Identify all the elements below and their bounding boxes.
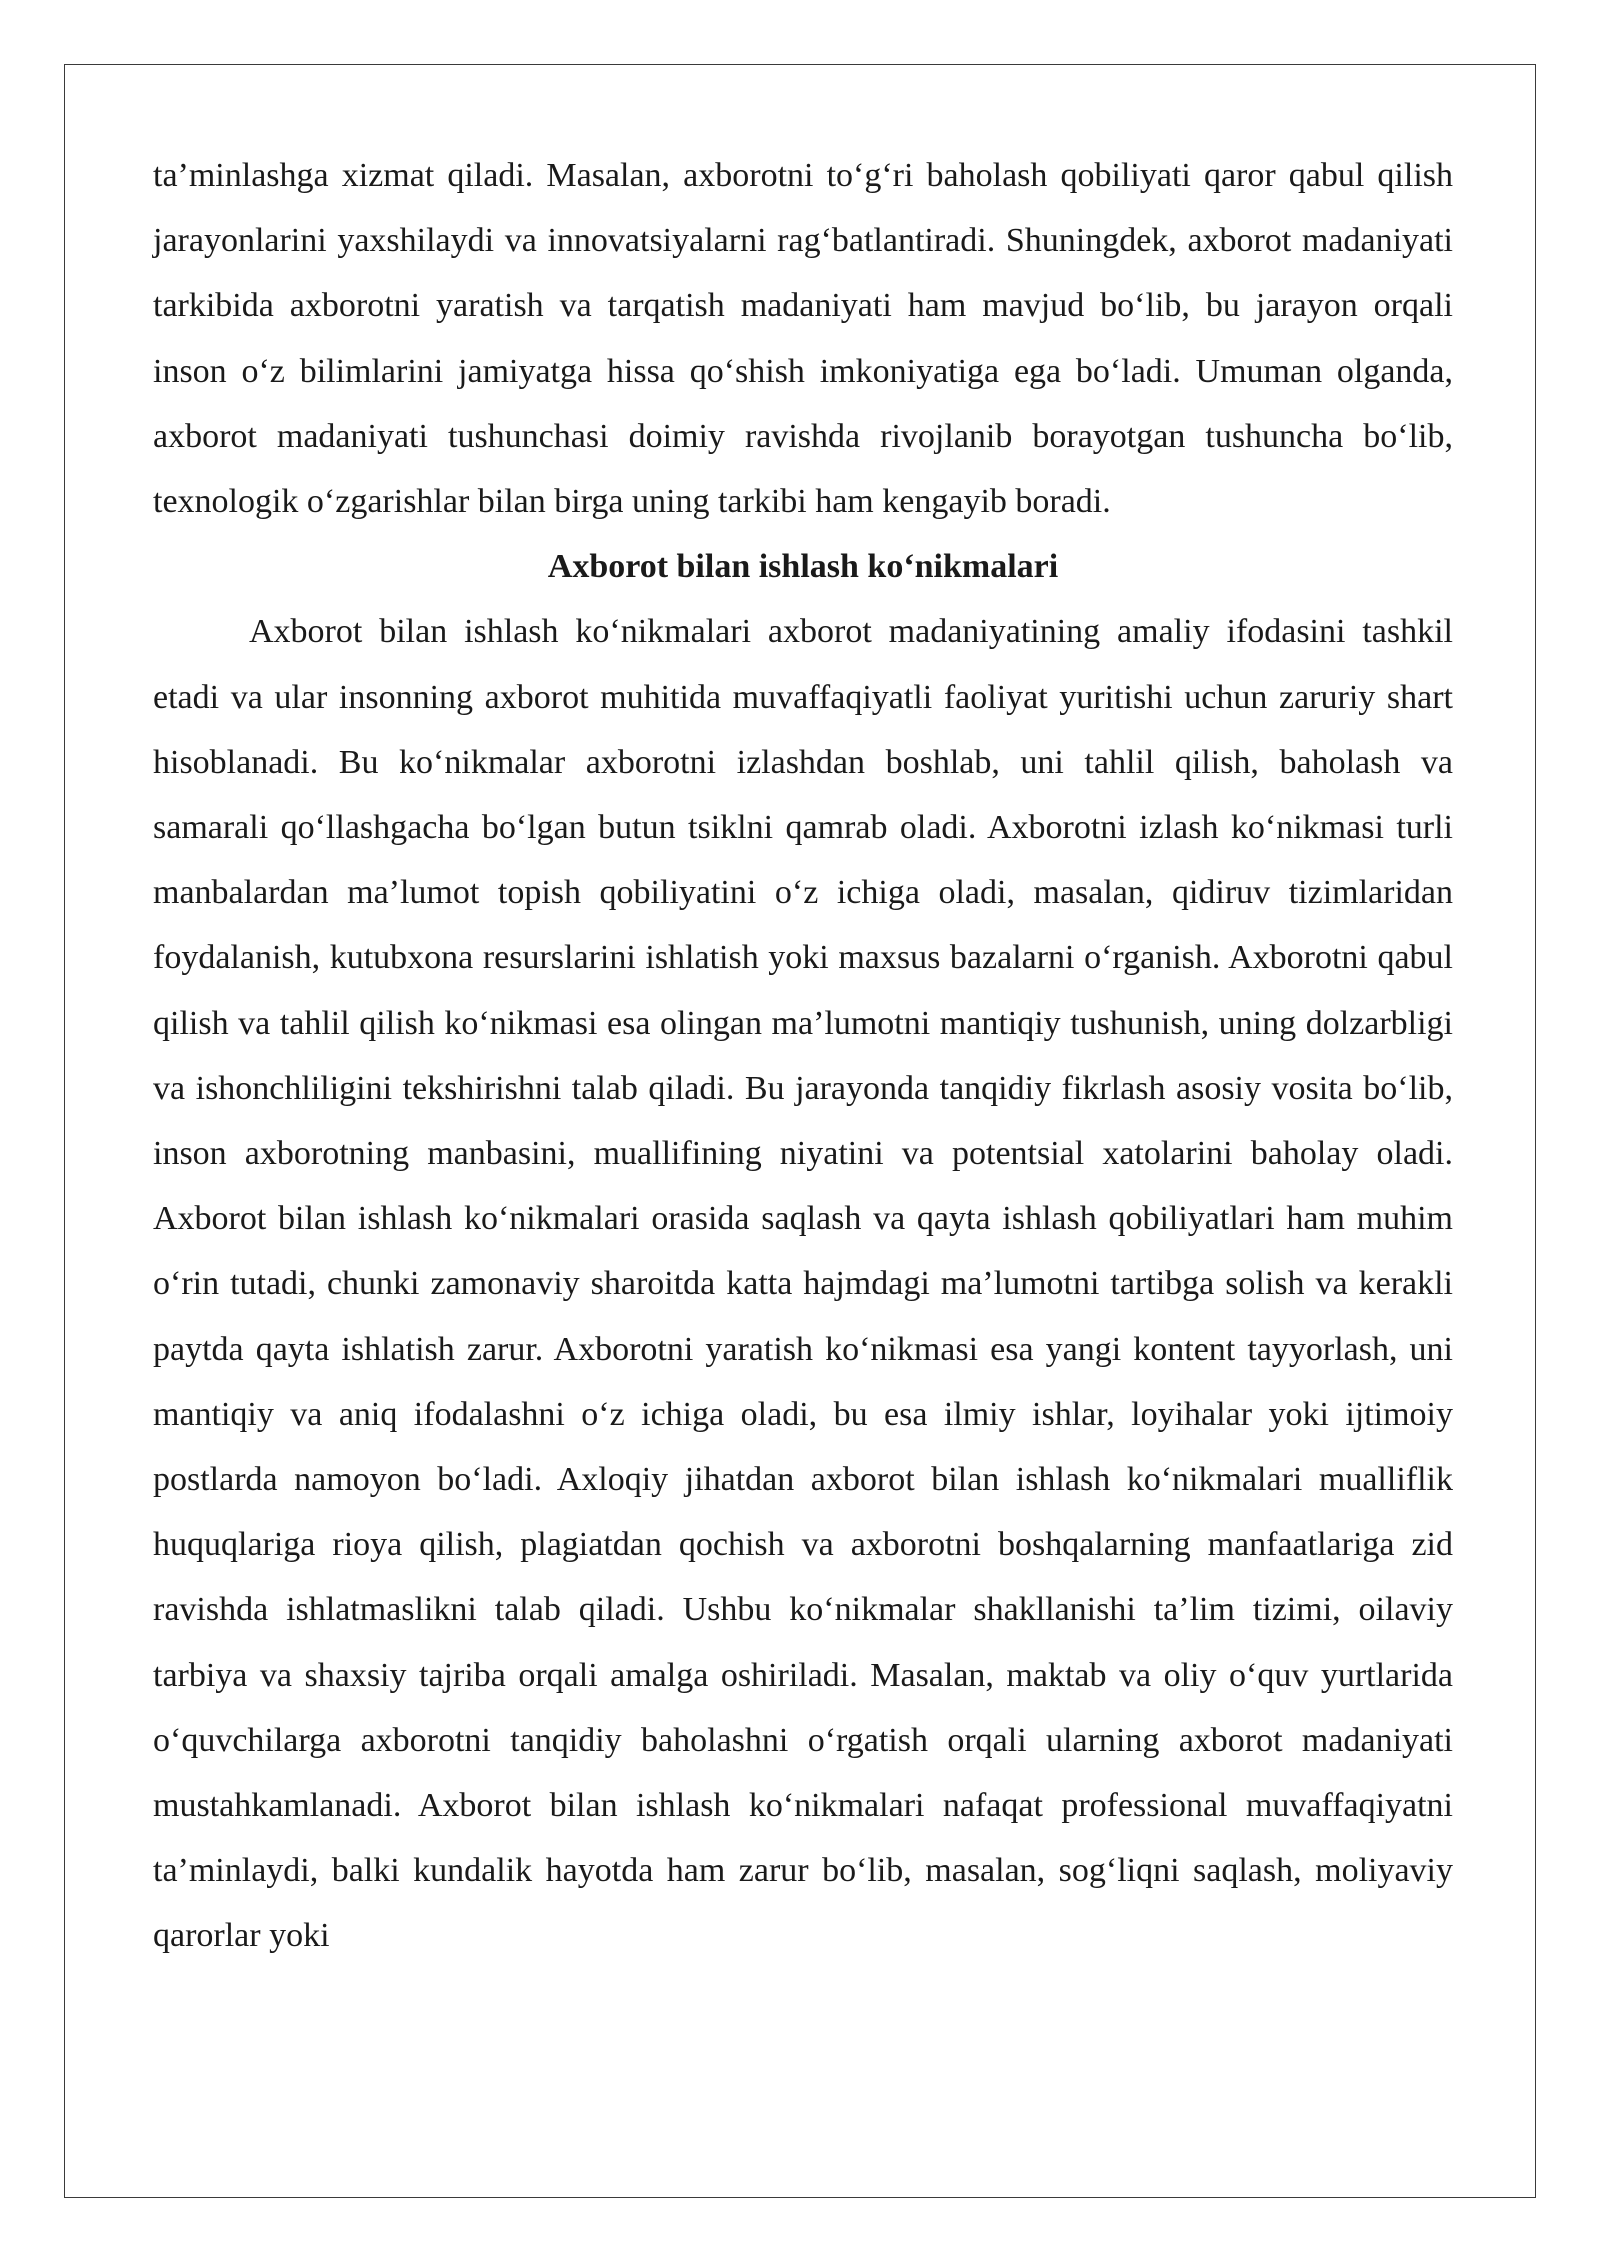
paragraph-main: Axborot bilan ishlash ko‘nikmalari axborot madaniyatining amaliy ifodasini tashkil etadi va ular insonning axborot muhitida muvaffaqiyatli faoliyat yuritishi uchun zaruriy shart hisoblanadi. Bu ko‘nikmalar axborotni izlashdan boshlab, uni tahlil qilish, baholash va samarali qo‘llashgacha bo‘lgan butun tsiklni qamrab oladi. Axborotni izlash ko‘nikmasi turli manbalardan ma’lumot topish qobiliyatini o‘z ichiga oladi, masalan, qidiruv tizimlaridan foydalanish, kutubxona resurslarini ishlatish yoki maxsus bazalarni o‘rganish. Axborotni qabul qilish va tahlil qilish ko‘nikmasi esa olingan ma’lumotni mantiqiy tushunish, uning dolzarbligi va ishonchliligini tekshirishni talab qiladi. Bu jarayonda tanqidiy fikrlash asosiy vosita bo‘lib, inson axborotning manbasini, muallifining niyatini va potentsial xatolarini baholay oladi. Axborot bilan ishlash ko‘nikmalari orasida saqlash va qayta ishlash qobiliyatlari ham muhim o‘rin tutadi, chunki zamonaviy sharoitda katta hajmdagi ma’lumotni tartibga solish va kerakli paytda qayta ishlatish zarur. Axborotni yaratish ko‘nikmasi esa yangi kontent tayyorlash, uni mantiqiy va aniq ifodalashni o‘z ichiga oladi, bu esa ilmiy ishlar, loyihalar yoki ijtimoiy postlarda namoyon bo‘ladi. Axloqiy jihatdan axborot bilan ishlash ko‘nikmalari mualliflik huquqlariga rioya qilish, plagiatdan qochish va axborotni boshqalarning manfaatlariga zid ravishda ishlatmaslikni talab qiladi. Ushbu ko‘nikmalar shakllanishi ta’lim tizimi, oilaviy tarbiya va shaxsiy tajriba orqali amalga oshiriladi. Masalan, maktab va oliy o‘quv yurtlarida o‘quvchilarga axborotni tanqidiy baholashni o‘rgatish orqali ularning axborot madaniyati mustahkamlanadi. Axborot bilan ishlash ko‘nikmalari nafaqat professional muvaffaqiyatni ta’minlaydi, balki kundalik hayotda ham zarur bo‘lib, masalan, sog‘liqni saqlash, moliyaviy qarorlar yoki [153,613,1453,1955]
section-heading: Axborot bilan ishlash ko‘nikmalari [547,548,1059,586]
document-body [153,143,1453,1969]
paragraph-continuation: ta’minlashga xizmat qiladi. Masalan, axborotni to‘g‘ri baholash qobiliyati qaror qabul qilish jarayonlarini yaxshilaydi va innovatsiyalarni rag‘batlantiradi. Shuningdek, axborot madaniyati tarkibida axborotni yaratish va tarqatish madaniyati ham mavjud bo‘lib, bu jarayon orqali inson o‘z bilimlarini jamiyatga hissa qo‘shish imkoniyatiga ega bo‘ladi. Umuman olganda, axborot madaniyati tushunchasi doimiy ravishda rivojlanib borayotgan tushuncha bo‘lib, texnologik o‘zgarishlar bilan birga uning tarkibi ham kengayib boradi. [153,157,1453,521]
